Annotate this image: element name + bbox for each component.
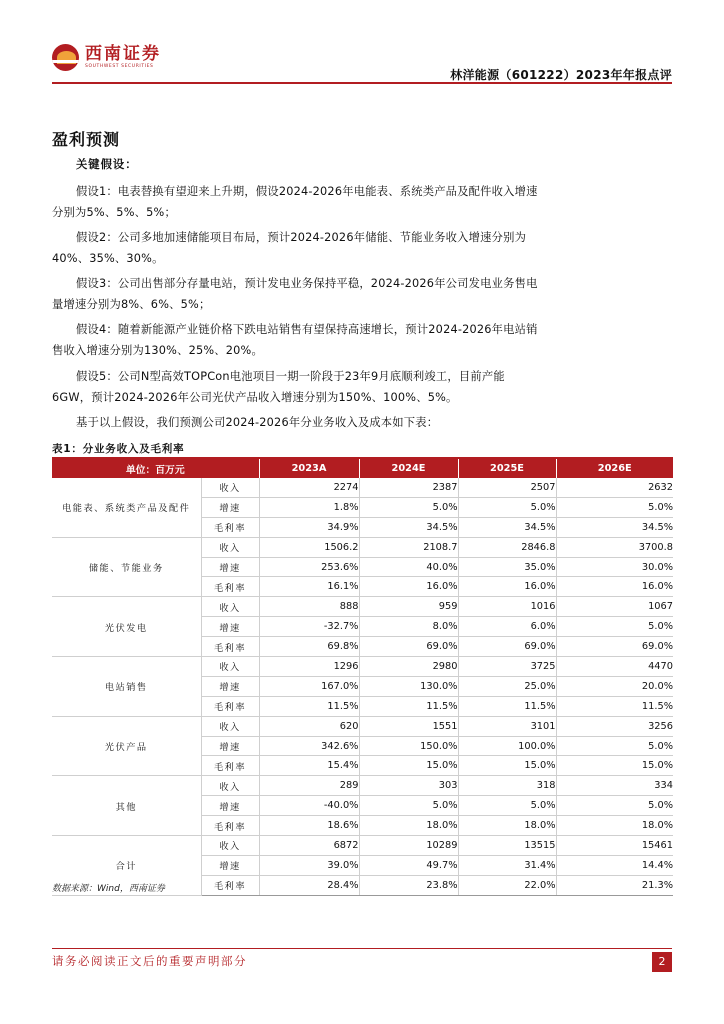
logo-name-en: SOUTHWEST SECURITIES (85, 64, 154, 69)
value-cell: 2632 (556, 478, 673, 497)
col-header-2026e: 2026E (556, 459, 673, 478)
table-row (52, 716, 673, 736)
assumption-text: 假设4：随着新能源产业链价格下跌电站销售有望保持高速增长，预计2024-2026年电站销售收入增速分别为130%、25%、20%。 (52, 323, 538, 357)
conclusion-text: 基于以上假设，我们预测公司2024-2026年分业务收入及成本如下表： (76, 416, 439, 429)
key-assumptions-label: 关键假设： (76, 158, 138, 171)
value-cell: 14.4% (556, 855, 673, 875)
assumption-text: 假设3：公司出售部分存量电站，预计发电业务保持平稳，2024-2026年公司发电业务售电量增速分别为8%、6%、5%； (52, 277, 538, 311)
metric-label-cell: 收入 (201, 478, 259, 497)
company-logo (52, 44, 161, 71)
metric-label-cell: 增速 (201, 736, 259, 756)
value-cell: 23.8% (359, 875, 458, 895)
metric-label-cell: 毛利率 (201, 816, 259, 836)
value-cell: 25.0% (458, 676, 556, 696)
value-cell: 35.0% (458, 557, 556, 577)
footer-divider (52, 948, 672, 949)
value-cell: 69.0% (458, 637, 556, 657)
segment-name-cell: 电能表、系统类产品及配件 (52, 478, 201, 537)
value-cell: 150.0% (359, 736, 458, 756)
metric-label-cell: 毛利率 (201, 875, 259, 895)
value-cell: 69.0% (556, 637, 673, 657)
value-cell: 5.0% (556, 796, 673, 816)
metric-label-cell: 毛利率 (201, 577, 259, 597)
segment-name-cell: 电站销售 (52, 657, 201, 717)
value-cell: 2387 (359, 478, 458, 497)
value-cell: 11.5% (556, 696, 673, 716)
value-cell: 4470 (556, 657, 673, 677)
metric-label-cell: 收入 (201, 776, 259, 796)
value-cell: 1296 (259, 657, 359, 677)
value-cell: 3725 (458, 657, 556, 677)
data-source: 数据来源：Wind，西南证券 (52, 884, 165, 894)
value-cell: 20.0% (556, 676, 673, 696)
value-cell: 6872 (259, 836, 359, 856)
value-cell: 303 (359, 776, 458, 796)
page-number: 2 (652, 952, 672, 972)
value-cell: 130.0% (359, 676, 458, 696)
assumption-text: 假设2：公司多地加速储能项目布局，预计2024-2026年储能、节能业务收入增速分别为40%、35%、30%。 (52, 231, 527, 265)
value-cell: 34.5% (556, 517, 673, 537)
value-cell: 15.0% (458, 756, 556, 776)
value-cell: 15.0% (556, 756, 673, 776)
value-cell: 888 (259, 597, 359, 617)
value-cell: 49.7% (359, 855, 458, 875)
report-title: 林洋能源（601222）2023年年报点评 (450, 68, 672, 82)
value-cell: 28.4% (259, 875, 359, 895)
table-row (52, 836, 673, 856)
table-row (52, 537, 673, 557)
value-cell: 13515 (458, 836, 556, 856)
value-cell: 10289 (359, 836, 458, 856)
value-cell: 5.0% (556, 736, 673, 756)
metric-label-cell: 收入 (201, 657, 259, 677)
value-cell: 34.5% (359, 517, 458, 537)
metric-label-cell: 毛利率 (201, 696, 259, 716)
col-header-2025e: 2025E (458, 459, 556, 478)
value-cell: 5.0% (556, 617, 673, 637)
value-cell: 1551 (359, 716, 458, 736)
value-cell: 2507 (458, 478, 556, 497)
value-cell: 40.0% (359, 557, 458, 577)
value-cell: 3101 (458, 716, 556, 736)
value-cell: 18.0% (359, 816, 458, 836)
assumption-2 (52, 227, 544, 269)
table-row (52, 776, 673, 796)
value-cell: 2980 (359, 657, 458, 677)
value-cell: 15.4% (259, 756, 359, 776)
value-cell: 167.0% (259, 676, 359, 696)
value-cell: 342.6% (259, 736, 359, 756)
value-cell: 18.6% (259, 816, 359, 836)
segment-name-cell: 光伏发电 (52, 597, 201, 657)
value-cell: 5.0% (359, 796, 458, 816)
metric-label-cell: 毛利率 (201, 756, 259, 776)
value-cell: 5.0% (458, 796, 556, 816)
metric-label-cell: 收入 (201, 716, 259, 736)
value-cell: 39.0% (259, 855, 359, 875)
value-cell: 1067 (556, 597, 673, 617)
value-cell: 1506.2 (259, 537, 359, 557)
assumption-text: 假设5：公司N型高效TOPCon电池项目一期一阶段于23年9月底顺利竣工，目前产能6GW，预计2024-2026年公司光伏产品收入增速分别为150%、100%、5%。 (52, 370, 505, 404)
col-header-2023a: 2023A (259, 459, 359, 478)
value-cell: 15.0% (359, 756, 458, 776)
value-cell: 8.0% (359, 617, 458, 637)
assumption-1 (52, 181, 544, 223)
table-row (52, 597, 673, 617)
value-cell: 5.0% (556, 497, 673, 517)
value-cell: -40.0% (259, 796, 359, 816)
table-title: 表1：分业务收入及毛利率 (52, 443, 185, 455)
metric-label-cell: 收入 (201, 597, 259, 617)
header-divider (52, 82, 672, 84)
value-cell: 6.0% (458, 617, 556, 637)
col-header-2024e: 2024E (359, 459, 458, 478)
assumption-3 (52, 273, 544, 315)
value-cell: 11.5% (359, 696, 458, 716)
conclusion (52, 412, 612, 433)
segment-name-cell: 储能、节能业务 (52, 537, 201, 597)
value-cell: 2274 (259, 478, 359, 497)
value-cell: 3700.8 (556, 537, 673, 557)
value-cell: 100.0% (458, 736, 556, 756)
value-cell: 2846.8 (458, 537, 556, 557)
footer-disclaimer: 请务必阅读正文后的重要声明部分 (52, 954, 247, 968)
value-cell: 5.0% (359, 497, 458, 517)
value-cell: 318 (458, 776, 556, 796)
value-cell: 11.5% (259, 696, 359, 716)
value-cell: 11.5% (458, 696, 556, 716)
assumption-text: 假设1：电表替换有望迎来上升期，假设2024-2026年电能表、系统类产品及配件收入增速分别为5%、5%、5%； (52, 185, 538, 219)
metric-label-cell: 毛利率 (201, 517, 259, 537)
segment-name-cell: 合计 (52, 836, 201, 896)
value-cell: 289 (259, 776, 359, 796)
segment-name-cell: 其他 (52, 776, 201, 836)
value-cell: 34.9% (259, 517, 359, 537)
value-cell: 16.0% (359, 577, 458, 597)
unit-header: 单位：百万元 (52, 459, 259, 478)
value-cell: -32.7% (259, 617, 359, 637)
value-cell: 34.5% (458, 517, 556, 537)
assumption-5 (52, 366, 544, 408)
value-cell: 959 (359, 597, 458, 617)
value-cell: 3256 (556, 716, 673, 736)
metric-label-cell: 增速 (201, 557, 259, 577)
table-row (52, 657, 673, 677)
value-cell: 253.6% (259, 557, 359, 577)
value-cell: 18.0% (458, 816, 556, 836)
value-cell: 16.1% (259, 577, 359, 597)
value-cell: 30.0% (556, 557, 673, 577)
value-cell: 22.0% (458, 875, 556, 895)
metric-label-cell: 毛利率 (201, 637, 259, 657)
logo-name-cn: 西南证券 (85, 44, 161, 64)
value-cell: 620 (259, 716, 359, 736)
table-header-row (52, 459, 673, 478)
value-cell: 16.0% (556, 577, 673, 597)
assumption-4 (52, 319, 544, 361)
value-cell: 15461 (556, 836, 673, 856)
metric-label-cell: 增速 (201, 676, 259, 696)
metric-label-cell: 增速 (201, 796, 259, 816)
metric-label-cell: 收入 (201, 836, 259, 856)
value-cell: 69.8% (259, 637, 359, 657)
segment-name-cell: 光伏产品 (52, 716, 201, 776)
value-cell: 5.0% (458, 497, 556, 517)
metric-label-cell: 增速 (201, 497, 259, 517)
logo-emblem-icon (52, 44, 79, 71)
table-row (52, 478, 673, 497)
metric-label-cell: 收入 (201, 537, 259, 557)
value-cell: 21.3% (556, 875, 673, 895)
metric-label-cell: 增速 (201, 617, 259, 637)
value-cell: 1016 (458, 597, 556, 617)
value-cell: 334 (556, 776, 673, 796)
section-title: 盈利预测 (52, 130, 121, 149)
value-cell: 69.0% (359, 637, 458, 657)
metric-label-cell: 增速 (201, 855, 259, 875)
value-cell: 31.4% (458, 855, 556, 875)
value-cell: 16.0% (458, 577, 556, 597)
segment-revenue-table (52, 459, 673, 896)
value-cell: 2108.7 (359, 537, 458, 557)
value-cell: 18.0% (556, 816, 673, 836)
table-body (52, 478, 673, 895)
value-cell: 1.8% (259, 497, 359, 517)
